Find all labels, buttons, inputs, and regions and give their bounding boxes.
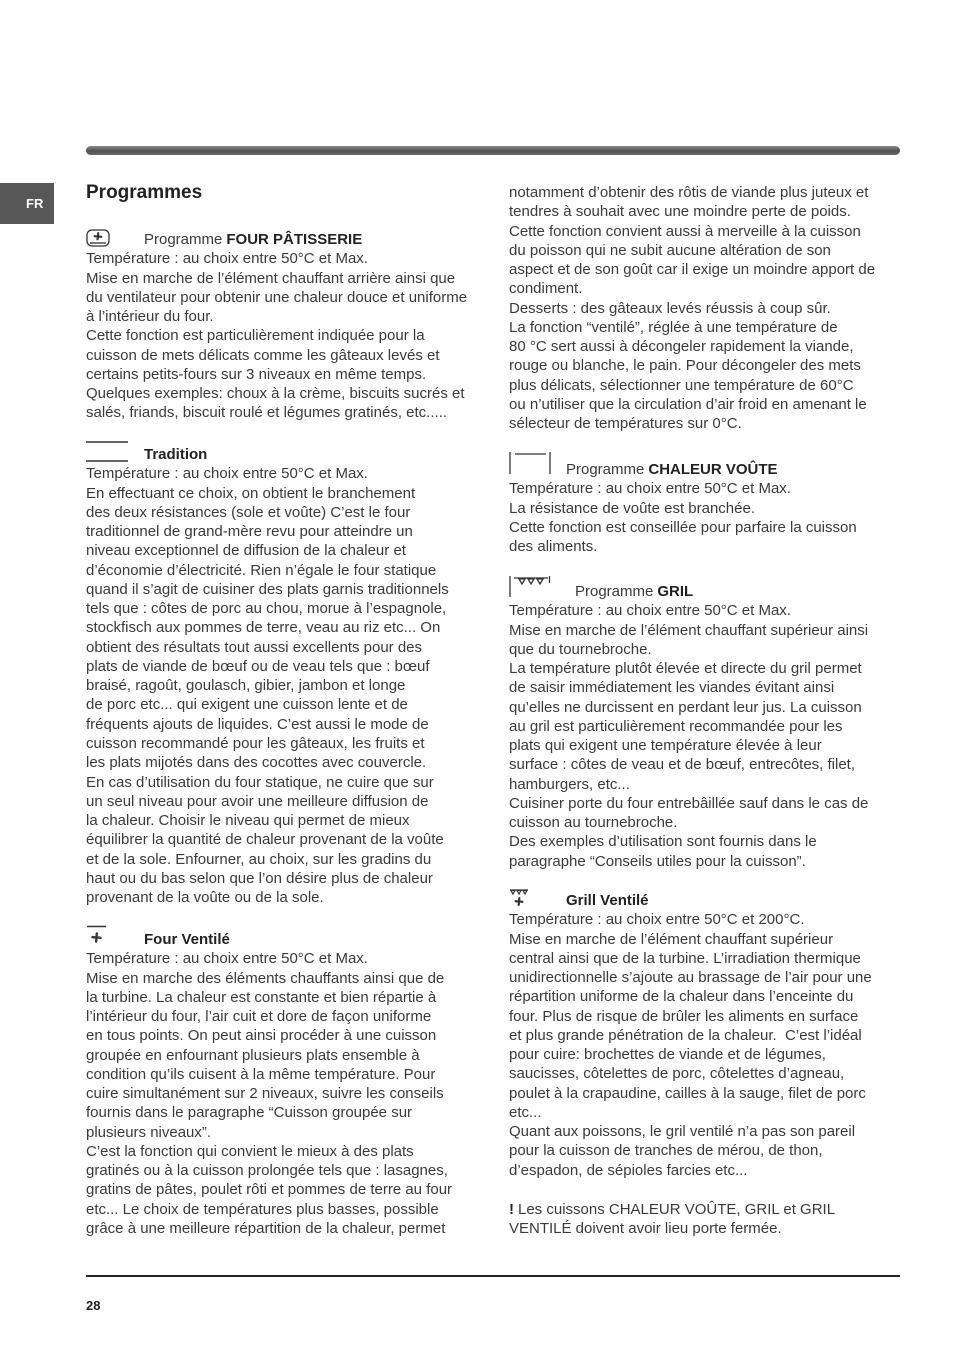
text-line: l’intérieur du four, l’air cuit et dore de façon uniforme xyxy=(86,1008,432,1026)
section-header xyxy=(509,460,857,479)
text-line: paragraphe “Conseils utiles pour la cuisson”. xyxy=(509,852,806,870)
program-name: GRIL xyxy=(657,583,694,600)
section-body xyxy=(86,949,452,1238)
text-line: Quelques exemples: choux à la crème, biscuits sucrés et xyxy=(86,385,465,403)
text-line: ou n’utiliser que la circulation d’air froid en amenant le xyxy=(509,395,867,413)
text-line: niveau exceptionnel de diffusion de la chaleur et xyxy=(86,542,406,560)
text-line: Cette fonction est particulièrement indiquée pour la xyxy=(86,327,425,345)
text-line: Température : au choix entre 50°C et Max. xyxy=(86,950,368,968)
text-line: haut ou du bas selon que l’on désire plus de chaleur xyxy=(86,869,433,887)
text-line: Mise en marche des éléments chauffants ainsi que de xyxy=(86,969,445,987)
text-line: hamburgers, etc... xyxy=(509,775,630,793)
text-line: rouge ou blanche, le pain. Pour décongeler des mets xyxy=(509,357,861,375)
grill-icon xyxy=(509,576,551,597)
text-line: condiment. xyxy=(509,280,583,298)
text-line: surface : côtes de veau et de bœuf, entrecôtes, filet, xyxy=(509,756,856,774)
text-line: cuisson au tournebroche. xyxy=(509,814,678,832)
text-line: provenant de la voûte ou de la sole. xyxy=(86,889,324,907)
section-title xyxy=(566,460,778,479)
text-line: C’est la fonction qui convient le mieux à des plats xyxy=(86,1142,414,1160)
text-line: braisé, ragoût, goulasch, gibier, jambon et longe xyxy=(86,677,406,695)
text-line: Desserts : des gâteaux levés réussis à coup sûr. xyxy=(509,299,831,317)
text-line: plusieurs niveaux”. xyxy=(86,1123,212,1141)
program-name: CHALEUR VOÛTE xyxy=(648,461,778,478)
text-line: la turbine. La chaleur est constante et bien répartie à xyxy=(86,988,437,1006)
section-header xyxy=(509,582,868,601)
text-line: des aliments. xyxy=(509,538,598,556)
title-prefix: Programme xyxy=(144,231,223,248)
text-line: pour cuire: brochettes de viande et de légumes, xyxy=(509,1046,826,1064)
header-divider-bar xyxy=(86,146,900,155)
warning-mark: ! xyxy=(509,1201,514,1218)
section-title xyxy=(144,230,362,249)
text-line: de saisir immédiatement les viandes évitant ainsi xyxy=(509,679,835,697)
text-line: des deux résistances (sole et voûte) C’est le four xyxy=(86,503,411,521)
text-line: obtient des résultats tout aussi excellents pour des xyxy=(86,638,423,656)
text-line: de porc etc... qui exigent une cuisson lente et de xyxy=(86,696,408,714)
text-line: du poisson qui ne subit aucune altération de son xyxy=(509,241,831,259)
language-tab: FR xyxy=(0,183,54,224)
text-line: Température : au choix entre 50°C et 200°C. xyxy=(509,911,805,929)
text-line: et de la sole. Enfourner, au choix, sur les gradins du xyxy=(86,850,432,868)
text-line: Quant aux poissons, le gril ventilé n’a pas son pareil xyxy=(509,1123,856,1141)
program-name: FOUR PÂTISSERIE xyxy=(226,231,363,248)
section-body xyxy=(509,601,868,871)
text-line: Cette fonction est conseillée pour parfaire la cuisson xyxy=(509,518,857,536)
text-line: gratins de pâtes, poulet rôti et pommes de terre au four xyxy=(86,1181,453,1199)
text-line: gratinés ou à la cuisson prolongée tels que : lasagnes, xyxy=(86,1162,448,1180)
text-line: équilibrer la quantité de chaleur provenant de la voûte xyxy=(86,831,444,849)
text-line: poulet à la crapaudine, cailles à la sauge, filet de porc xyxy=(509,1084,866,1102)
text-line: four. Plus de risque de brûler les aliments en surface xyxy=(509,1007,859,1025)
text-line: et plus grande pénétration de la chaleur. C’est l’idéal xyxy=(509,1026,862,1044)
page-title: Programmes xyxy=(86,182,203,203)
section-title xyxy=(144,445,207,464)
section-body xyxy=(509,910,872,1180)
text-line: saucisses, côtelettes de porc, côtelettes d’agneau, xyxy=(509,1065,845,1083)
program-section-chaleur-voute xyxy=(509,460,857,556)
text-line: au gril est particulièrement recommandée pour les xyxy=(509,717,843,735)
text-line: condition qu’ils cuisent à la même température. Pour xyxy=(86,1065,436,1083)
text-line: du ventilateur pour obtenir une chaleur douce et uniforme xyxy=(86,288,468,306)
text-line: etc... Le choix de températures plus basses, possible xyxy=(86,1200,439,1218)
text-line: à l’intérieur du four. xyxy=(86,308,214,326)
text-line: plus délicats, sélectionner une température de 60°C xyxy=(509,376,854,394)
page-number: 28 xyxy=(86,1298,101,1313)
note-line xyxy=(509,1200,835,1219)
section-body xyxy=(86,249,467,422)
text-line: plats qui exigent une température élevée à leur xyxy=(509,737,822,755)
text-line: fréquents ajouts de liquides. C’est aussi le mode de xyxy=(86,715,429,733)
pastry-oven-icon xyxy=(86,229,110,247)
text-line: stockfisch aux pommes de terre, veau au riz etc... On xyxy=(86,619,441,637)
text-line: salés, friands, biscuit roulé et légumes gratinés, etc..... xyxy=(86,404,448,422)
text-line: Température : au choix entre 50°C et Max. xyxy=(509,602,791,620)
text-line: répartition uniforme de la chaleur dans l’enceinte du xyxy=(509,988,854,1006)
section-body xyxy=(509,183,875,433)
text-line: grâce à une meilleure répartition de la chaleur, permet xyxy=(86,1219,446,1237)
program-section-four-ventile xyxy=(86,930,452,1238)
text-line: fournis dans le paragraphe “Cuisson groupée sur xyxy=(86,1104,413,1122)
text-line: pour la cuisson de tranches de mérou, de thon, xyxy=(509,1142,823,1160)
text-line: Température : au choix entre 50°C et Max. xyxy=(509,480,791,498)
text-line: unidirectionnelle s’ajoute au brassage de l’air pour une xyxy=(509,969,872,987)
text-line: traditionnel de grand-mère revu pour atteindre un xyxy=(86,523,413,541)
title-prefix: Programme xyxy=(575,583,654,600)
text-line: qu’elles ne durcissent en perdant leur jus. La cuisson xyxy=(509,698,862,716)
fan-oven-icon xyxy=(86,925,107,946)
text-line: sélecteur de températures sur 0°C. xyxy=(509,415,742,433)
section-title xyxy=(566,891,649,910)
text-line: La résistance de voûte est branchée. xyxy=(509,499,755,517)
text-line: En cas d’utilisation du four statique, ne cuire que sur xyxy=(86,773,434,791)
text-line: Température : au choix entre 50°C et Max. xyxy=(86,465,368,483)
program-section-four-patisserie xyxy=(86,230,467,423)
program-section-grill-ventile xyxy=(509,891,872,1180)
text-line: Mise en marche de l’élément chauffant supérieur xyxy=(509,930,834,948)
text-line: quand il s’agit de cuisiner des plats garnis traditionnels xyxy=(86,580,449,598)
four-ventile-continued-text xyxy=(509,183,875,433)
program-name: Tradition xyxy=(144,446,208,463)
fan-grill-icon xyxy=(509,889,529,908)
text-line: La température plutôt élevée et directe du gril permet xyxy=(509,660,862,678)
text-line: cuisson de mets délicats comme les gâteaux levés et xyxy=(86,346,440,364)
footer-divider xyxy=(86,1275,900,1277)
text-line: central ainsi que de la turbine. L’irradiation thermique xyxy=(509,949,861,967)
title-prefix: Programme xyxy=(566,461,645,478)
section-body xyxy=(86,464,449,907)
text-line: aspect et de son goût car il exige un moindre apport de xyxy=(509,261,876,279)
text-line: cuisson recommandé pour les gâteaux, les fruits et xyxy=(86,734,425,752)
note-text: Les cuissons CHALEUR VOÛTE, GRIL et GRIL xyxy=(518,1201,836,1218)
tradition-icon xyxy=(86,441,128,463)
text-line: etc... xyxy=(509,1103,542,1121)
text-line: Cette fonction convient aussi à merveille à la cuisson xyxy=(509,222,861,240)
note-line: VENTILÉ doivent avoir lieu porte fermée. xyxy=(509,1220,782,1238)
text-line: Mise en marche de l’élément chauffant supérieur ainsi xyxy=(509,621,869,639)
text-line: Des exemples d’utilisation sont fournis dans le xyxy=(509,833,817,851)
section-header xyxy=(86,445,449,464)
section-title xyxy=(144,930,230,949)
section-body xyxy=(509,479,857,556)
text-line: groupée en enfournant plusieurs plats ensemble à xyxy=(86,1046,420,1064)
section-header xyxy=(86,930,452,949)
program-section-tradition xyxy=(86,445,449,907)
section-title xyxy=(575,582,693,601)
text-line: les plats mijotés dans des cocottes avec couvercle. xyxy=(86,754,427,772)
program-name: Four Ventilé xyxy=(144,931,230,948)
text-line: plats de viande de bœuf ou de veau tels que : bœuf xyxy=(86,657,430,675)
top-heat-icon xyxy=(509,452,551,474)
text-line: La fonction “ventilé”, réglée à une température de xyxy=(509,318,838,336)
text-line: d’économie d’électricité. Rien n’égale le four statique xyxy=(86,561,437,579)
text-line: la chaleur. Choisir le niveau qui permet de mieux xyxy=(86,812,410,830)
text-line: En effectuant ce choix, on obtient le branchement xyxy=(86,484,416,502)
section-header xyxy=(509,891,872,910)
text-line: certains petits-fours sur 3 niveaux en même temps. xyxy=(86,365,427,383)
section-header xyxy=(86,230,467,249)
closed-door-note xyxy=(509,1200,835,1239)
text-line: 80 °C sert aussi à décongeler rapidement la viande, xyxy=(509,338,854,356)
text-line: notamment d’obtenir des rôtis de viande plus juteux et xyxy=(509,184,869,201)
text-line: un seul niveau pour avoir une meilleure diffusion de xyxy=(86,792,429,810)
text-line: que du tournebroche. xyxy=(509,640,652,658)
text-line: Mise en marche de l’élément chauffant arrière ainsi que xyxy=(86,269,456,287)
text-line: d’espadon, de sépioles farcies etc... xyxy=(509,1161,748,1179)
text-line: tendres à souhait avec une moindre perte de poids. xyxy=(509,203,851,221)
text-line: Cuisiner porte du four entrebâillée sauf dans le cas de xyxy=(509,794,869,812)
text-line: en tous points. On peut ainsi procéder à une cuisson xyxy=(86,1027,437,1045)
program-section-gril xyxy=(509,582,868,871)
program-name: Grill Ventilé xyxy=(566,892,649,909)
text-line: Température : au choix entre 50°C et Max. xyxy=(86,250,368,268)
text-line: cuire simultanément sur 2 niveaux, suivre les conseils xyxy=(86,1085,444,1103)
text-line: tels que : côtes de porc au chou, morue à l’espagnole, xyxy=(86,600,447,618)
